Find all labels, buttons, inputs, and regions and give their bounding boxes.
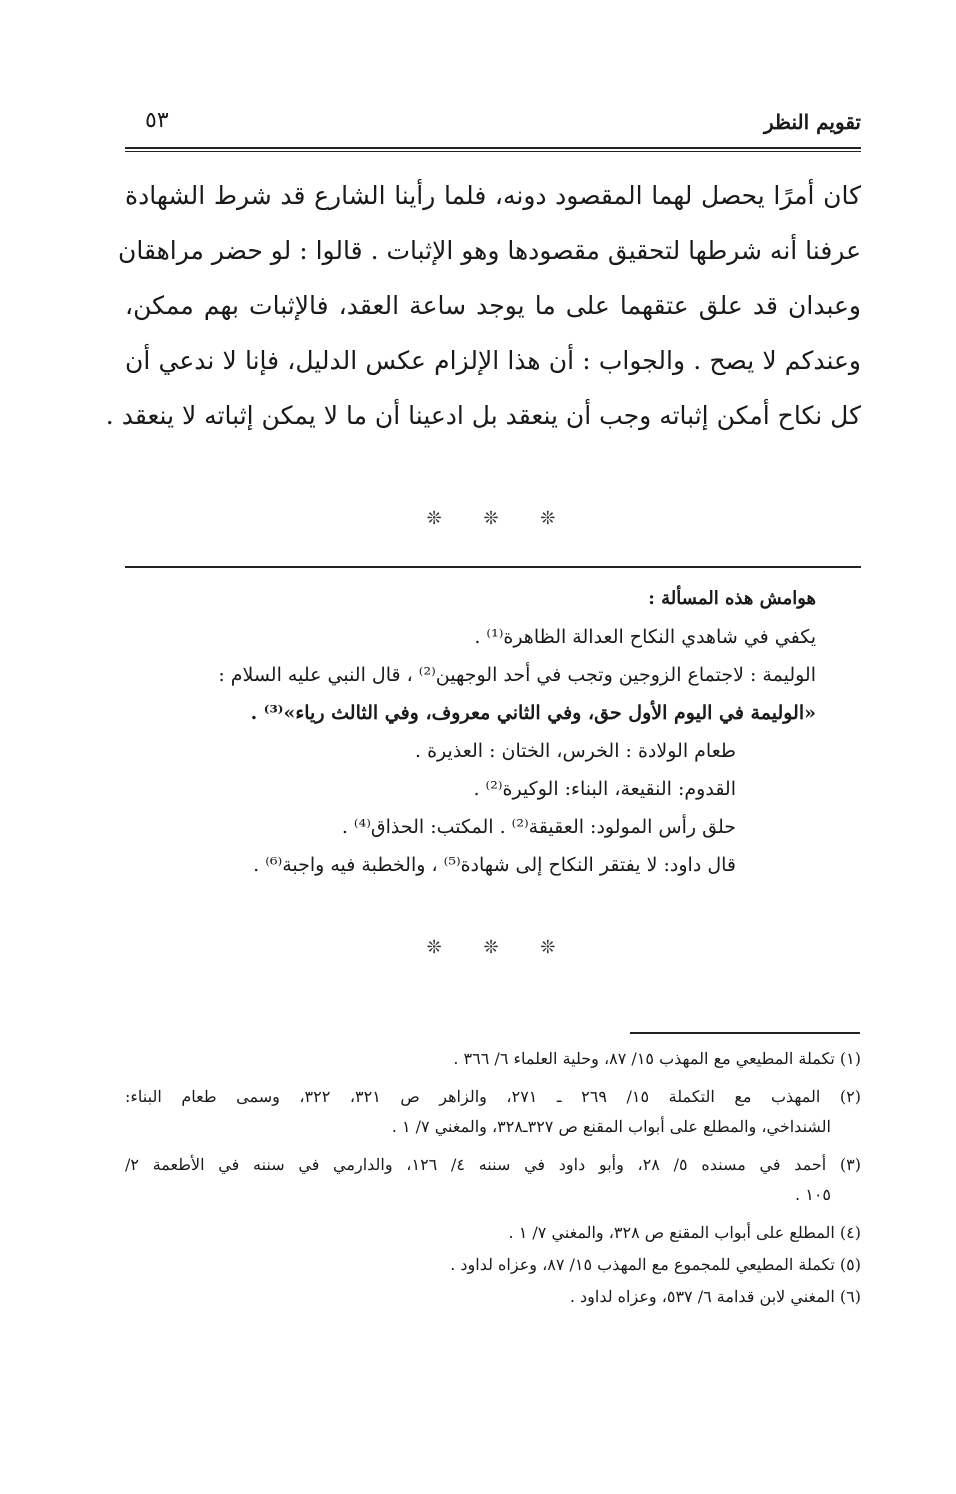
note-line: يكفي في شاهدي النكاح العدالة الظاهرة⁽¹⁾ . [474, 626, 816, 648]
section-separator: ❊ ❊ ❊ [426, 508, 574, 529]
section-separator: ❊ ❊ ❊ [426, 937, 574, 958]
note-line: طعام الولادة : الخرس، الختان : العذيرة . [415, 740, 736, 762]
section-rule [125, 566, 861, 568]
notes-heading: هوامش هذه المسألة : [648, 588, 816, 609]
footnote-5: (٥) تكملة المطيعي للمجموع مع المهذب ١٥/ ٨٧، وعزاه لداود . [450, 1255, 861, 1274]
footnote-3-cont: ١٠٥ . [795, 1185, 831, 1204]
text-line: وعندكم لا يصح . والجواب : أن هذا الإلزام عكس الدليل، فإنا لا ندعي أن [125, 346, 861, 375]
note-line: القدوم: النقيعة، البناء: الوكيرة⁽²⁾ . [473, 778, 736, 800]
footnote-rule [630, 1032, 860, 1034]
running-title: تقويم النظر [764, 110, 861, 134]
main-text [105, 168, 861, 443]
footnote-6: (٦) المغني لابن قدامة ٦/ ٥٣٧، وعزاه لداود . [569, 1287, 861, 1306]
footnote-2-cont: الشنداخي، والمطلع على أبواب المقنع ص ٣٢٧ـ٣٢٨، والمغني ٧/ ١ . [391, 1117, 831, 1136]
page-number: ٥٣ [145, 108, 169, 133]
footnote-2: (٢) المهذب مع التكملة ١٥/ ٢٦٩ ـ ٢٧١، والزاهر ص ٣٢١، ٣٢٢، وسمى طعام البناء: [125, 1087, 861, 1106]
footnote-4: (٤) المطلع على أبواب المقنع ص ٣٢٨، والمغني ٧/ ١ . [508, 1223, 861, 1242]
text-line: عرفنا أنه شرطها لتحقيق مقصودها وهو الإثبات . قالوا : لو حضر مراهقان [117, 236, 861, 265]
text-line: وعبدان قد علق عتقهما على ما يوجد ساعة العقد، فالإثبات بهم ممكن، [125, 291, 861, 320]
note-line: حلق رأس المولود: العقيقة⁽²⁾ . المكتب: الحذاق⁽⁴⁾ . [341, 816, 736, 838]
text-line: كان أمرًا يحصل لهما المقصود دونه، فلما رأينا الشارع قد شرط الشهادة [125, 181, 861, 210]
note-line: الوليمة : لاجتماع الزوجين وتجب في أحد الوجهين⁽²⁾ ، قال النبي عليه السلام : [218, 664, 816, 686]
header-rule [125, 147, 861, 152]
text-line: كل نكاح أمكن إثباته وجب أن ينعقد بل ادعينا أن ما لا يمكن إثباته لا ينعقد . [105, 401, 861, 430]
footnote-1: (١) تكملة المطيعي مع المهذب ١٥/ ٨٧، وحلية العلماء ٦/ ٣٦٦ . [453, 1049, 861, 1068]
note-line: قال داود: لا يفتقر النكاح إلى شهادة⁽⁵⁾ ، والخطبة فيه واجبة⁽⁶⁾ . [253, 854, 736, 876]
notes-section [116, 580, 816, 884]
hadith-line: «الوليمة في اليوم الأول حق، وفي الثاني معروف، وفي الثالث رياء»⁽³⁾ . [250, 702, 816, 724]
footnote-3: (٣) أحمد في مسنده ٥/ ٢٨، وأبو داود في سننه ٤/ ١٢٦، والدارمي في سننه في الأطعمة ٢/ [125, 1155, 862, 1174]
footnotes [125, 1044, 861, 1312]
